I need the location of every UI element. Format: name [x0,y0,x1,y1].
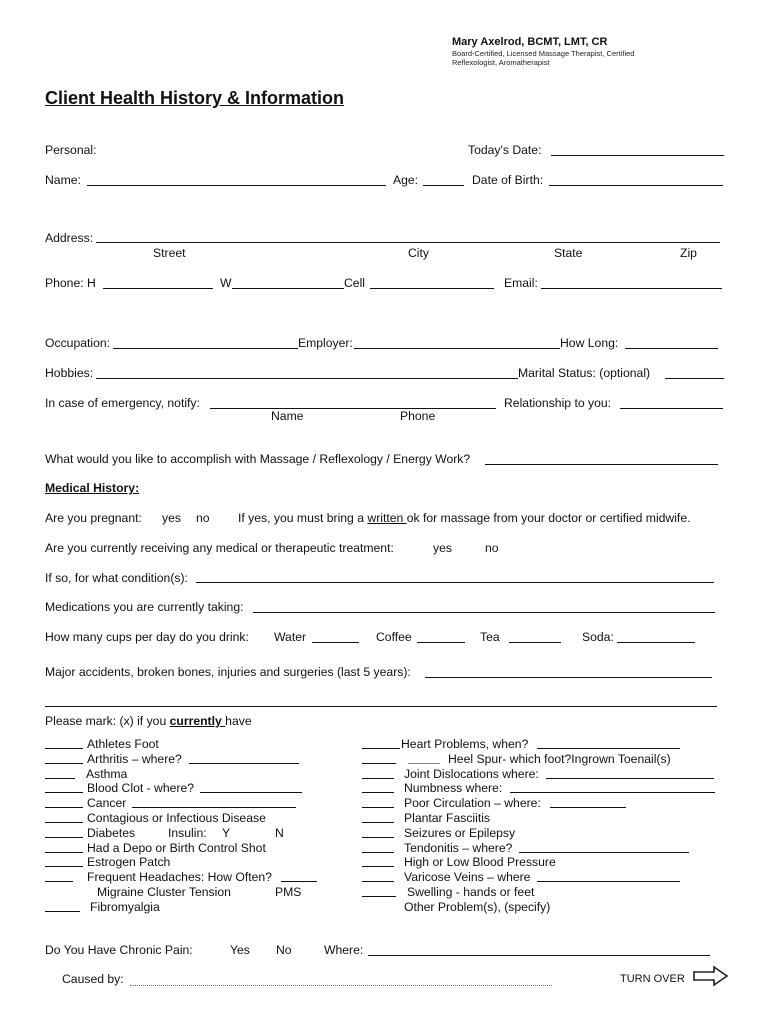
zip-sublabel: Zip [680,246,697,260]
pregnant-no[interactable]: no [196,511,210,525]
swelling-check[interactable] [362,896,396,897]
employer-label: Employer: [298,336,353,350]
condition-depo: Had a Depo or Birth Control Shot [87,841,266,855]
heart-field[interactable] [537,748,680,749]
athletes-foot-check[interactable] [45,748,83,749]
headache-pms: PMS [275,885,302,899]
condition-athletes-foot: Athletes Foot [87,737,159,751]
condition-label: If so, for what condition(s): [45,571,188,585]
personal-label: Personal: [45,143,97,157]
state-sublabel: State [554,246,583,260]
occupation-label: Occupation: [45,336,111,350]
condition-diabetes: Diabetes [87,826,136,840]
numbness-field[interactable] [510,792,715,793]
water-label: Water [274,630,307,644]
plantar-check[interactable] [362,822,394,823]
condition-heart: Heart Problems, when? [401,737,529,751]
pregnant-label: Are you pregnant: [45,511,142,525]
condition-swelling: Swelling - hands or feet [407,885,535,899]
condition-blood-clot: Blood Clot - where? [87,781,195,795]
tendonitis-check[interactable] [362,852,394,853]
accidents-field-2[interactable] [45,706,717,707]
condition-numbness: Numbness where: [404,781,503,795]
therapist-credentials-2: Reflexologist, Aromatherapist [452,58,550,67]
caused-by-label: Caused by: [62,972,124,986]
joint-check[interactable] [362,778,394,779]
condition-arthritis: Arthritis – where? [87,752,182,766]
condition-contagious: Contagious or Infectious Disease [87,811,266,825]
soda-field[interactable] [617,642,695,643]
cups-label: How many cups per day do you drink: [45,630,249,644]
caused-by-field[interactable] [130,985,552,986]
hobbies-field[interactable] [96,378,518,379]
heel-spur-check[interactable] [362,763,396,764]
tea-label: Tea [480,630,500,644]
condition-tendonitis: Tendonitis – where? [404,841,513,855]
water-field[interactable] [312,642,359,643]
contagious-check[interactable] [45,822,83,823]
age-label: Age: [393,173,419,187]
heart-check[interactable] [362,748,400,749]
blood-clot-where-field[interactable] [200,792,302,793]
treatment-no[interactable]: no [485,541,499,555]
medications-field[interactable] [253,612,715,613]
pain-where-label: Where: [324,943,364,957]
condition-headaches: Frequent Headaches: How Often? [87,870,272,884]
chronic-pain-yes[interactable]: Yes [230,943,250,957]
insulin-yes[interactable]: Y [222,826,231,840]
soda-label: Soda: [582,630,614,644]
estrogen-check[interactable] [45,866,83,867]
numbness-check[interactable] [362,792,394,793]
headaches-field[interactable] [281,881,317,882]
arthritis-check[interactable] [45,763,83,764]
cell-field[interactable] [370,288,494,289]
condition-plantar: Plantar Fasciitis [404,811,491,825]
cell-label: Cell [344,276,365,290]
emergency-label: In case of emergency, notify: [45,396,200,410]
medications-label: Medications you are currently taking: [45,600,244,614]
headache-types: Migraine Cluster Tension [97,885,231,899]
pain-where-field[interactable] [368,955,710,956]
phone-work-label: W [220,276,232,290]
depo-check[interactable] [45,852,83,853]
how-long-field[interactable] [625,348,718,349]
coffee-label: Coffee [376,630,412,644]
fibromyalgia-check[interactable] [45,911,80,912]
arthritis-where-field[interactable] [189,763,299,764]
street-sublabel: Street [153,246,186,260]
condition-seizures: Seizures or Epilepsy [404,826,516,840]
diabetes-check[interactable] [45,837,83,838]
dob-field[interactable] [549,185,723,186]
asthma-check[interactable] [45,778,75,779]
hobbies-label: Hobbies: [45,366,94,380]
tendonitis-field[interactable] [519,852,689,853]
cancer-check[interactable] [45,807,83,808]
circulation-check[interactable] [362,807,394,808]
emergency-phone-sublabel: Phone [400,409,436,423]
accomplish-label: What would you like to accomplish with Massage / Reflexology / Energy Work? [45,452,471,466]
relationship-field[interactable] [620,408,723,409]
heel-spur-foot-field[interactable] [408,763,440,764]
name-field[interactable] [87,185,386,186]
accidents-field[interactable] [425,677,712,678]
address-label: Address: [45,231,94,245]
emergency-field[interactable] [210,408,496,409]
phone-home-label: Phone: H [45,276,96,290]
cancer-field[interactable] [132,807,296,808]
varicose-check[interactable] [362,881,394,882]
arrow-right-icon [693,965,729,992]
emergency-name-sublabel: Name [271,409,304,423]
therapist-name: Mary Axelrod, BCMT, LMT, CR [452,36,608,48]
accomplish-field[interactable] [485,464,718,465]
condition-field[interactable] [196,582,714,583]
todays-date-field[interactable] [551,155,724,156]
accidents-label: Major accidents, broken bones, injuries and surgeries (last 5 years): [45,665,411,679]
employer-field[interactable] [354,348,560,349]
phone-work-field[interactable] [232,288,344,289]
phone-home-field[interactable] [103,288,213,289]
condition-other: Other Problem(s), (specify) [404,900,551,914]
condition-heel-spur: Heel Spur- which foot?Ingrown Toenail(s) [448,752,671,766]
coffee-field[interactable] [417,642,465,643]
condition-blood-pressure: High or Low Blood Pressure [404,855,556,869]
condition-varicose: Varicose Veins – where [404,870,531,884]
treatment-label: Are you currently receiving any medical or therapeutic treatment: [45,541,394,555]
therapist-credentials-1: Board-Certified, Licensed Massage Therapist, Certified [452,49,635,58]
city-sublabel: City [408,246,429,260]
marital-status-field[interactable] [665,378,724,379]
insulin-label: Insulin: [168,826,207,840]
pregnant-yes[interactable]: yes [162,511,181,525]
condition-circulation: Poor Circulation – where: [404,796,541,810]
todays-date-label: Today's Date: [468,143,542,157]
joint-field[interactable] [546,778,714,779]
mark-instructions: Please mark: (x) if you currently have [45,714,252,728]
condition-estrogen: Estrogen Patch [87,855,171,869]
email-label: Email: [504,276,538,290]
dob-label: Date of Birth: [472,173,544,187]
marital-status-label: Marital Status: (optional) [518,366,651,380]
blood-pressure-check[interactable] [362,866,394,867]
age-field[interactable] [423,185,464,186]
chronic-pain-label: Do You Have Chronic Pain: [45,943,193,957]
condition-asthma: Asthma [86,767,128,781]
address-field[interactable] [96,242,720,243]
treatment-yes[interactable]: yes [433,541,452,555]
varicose-field[interactable] [537,881,680,882]
form-title: Client Health History & Information [45,88,345,108]
chronic-pain-no[interactable]: No [276,943,292,957]
name-label: Name: [45,173,81,187]
how-long-label: How Long: [560,336,619,350]
insulin-no[interactable]: N [275,826,284,840]
pregnant-note: If yes, you must bring a written ok for massage from your doctor or certified midwife. [238,511,691,525]
circulation-field[interactable] [550,807,626,808]
occupation-field[interactable] [113,348,298,349]
condition-joint: Joint Dislocations where: [404,767,539,781]
relationship-label: Relationship to you: [504,396,612,410]
condition-cancer: Cancer [87,796,127,810]
tea-field[interactable] [509,642,561,643]
seizures-check[interactable] [362,837,394,838]
turn-over-label: TURN OVER [620,973,685,985]
condition-fibromyalgia: Fibromyalgia [90,900,160,914]
email-field[interactable] [541,288,722,289]
medical-history-heading: Medical History: [45,481,140,495]
headaches-check[interactable] [45,881,73,882]
blood-clot-check[interactable] [45,792,83,793]
